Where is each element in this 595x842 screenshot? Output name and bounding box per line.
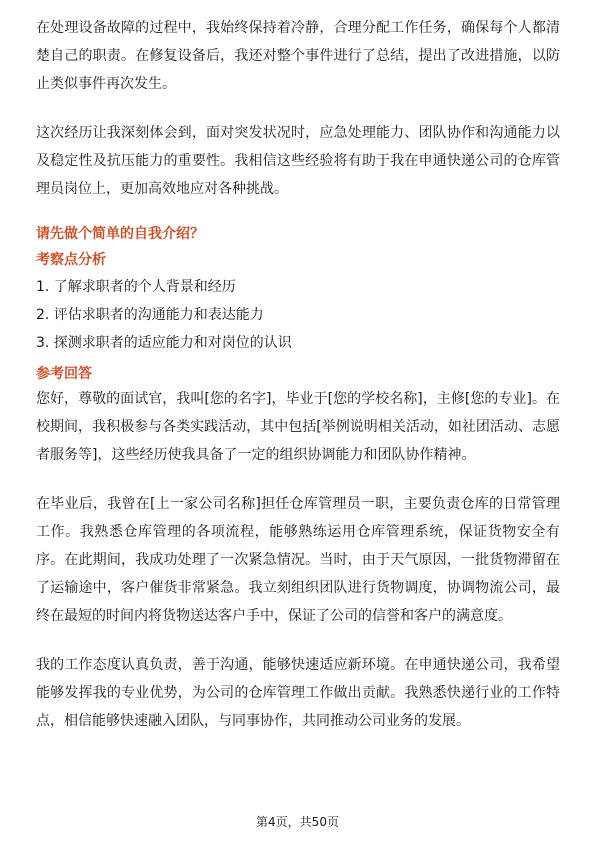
- analysis-heading: 考察点分析: [36, 252, 106, 268]
- list-item: 3. 探测求职者的适应能力和对岗位的认识: [36, 335, 292, 351]
- answer-heading: 参考回答: [36, 366, 92, 382]
- document-body: [36, 14, 560, 735]
- list-item: 2. 评估求职者的沟通能力和表达能力: [36, 307, 264, 323]
- answer-paragraph: 我的工作态度认真负责，善于沟通，能够快速适应新环境。在申通快递公司，我希望能够发挥我的专业优势，为公司的仓库管理工作做出贡献。我熟悉快递行业的工作特点，相信能够快速融入团队，与同事协作，共同推动公司业务的发展。: [36, 657, 560, 729]
- analysis-list: [36, 273, 560, 357]
- body-paragraph: 在处理设备故障的过程中，我始终保持着冷静，合理分配工作任务，确保每个人都清楚自己的职责。在修复设备后，我还对整个事件进行了总结，提出了改进措施，以防止类似事件再次发生。: [36, 20, 560, 92]
- body-paragraph: 这次经历让我深刻体会到，面对突发状况时，应急处理能力、团队协作和沟通能力以及稳定性及抗压能力的重要性。我相信这些经验将有助于我在申通快递公司的仓库管理员岗位上，更加高效地应对各种挑战。: [36, 125, 560, 197]
- answer-paragraph: 在毕业后，我曾在[上一家公司名称]担任仓库管理员一职，主要负责仓库的日常管理工作。我熟悉仓库管理的各项流程，能够熟练运用仓库管理系统，保证货物安全有序。在此期间，我成功处理了一次紧急情况。当时，由于天气原因，一批货物滞留在了运输途中，客户催货非常紧急。我立刻组织团队进行货物调度，协调物流公司，最终在最短的时间内将货物送达客户手中，保证了公司的信誉和客户的满意度。: [36, 496, 560, 624]
- interview-question: 请先做个简单的自我介绍？: [36, 226, 204, 242]
- list-item: 1. 了解求职者的个人背景和经历: [36, 279, 236, 295]
- answer-paragraph: 您好，尊敬的面试官，我叫[您的名字]，毕业于[您的学校名称]，主修[您的专业]。在校期间，我积极参与各类实践活动，其中包括[举例说明相关活动，如社团活动、志愿者服务等]，这些经历使我具备了一定的组织协调能力和团队协作精神。: [36, 391, 560, 463]
- page-number: 第4页，共50页: [256, 815, 339, 829]
